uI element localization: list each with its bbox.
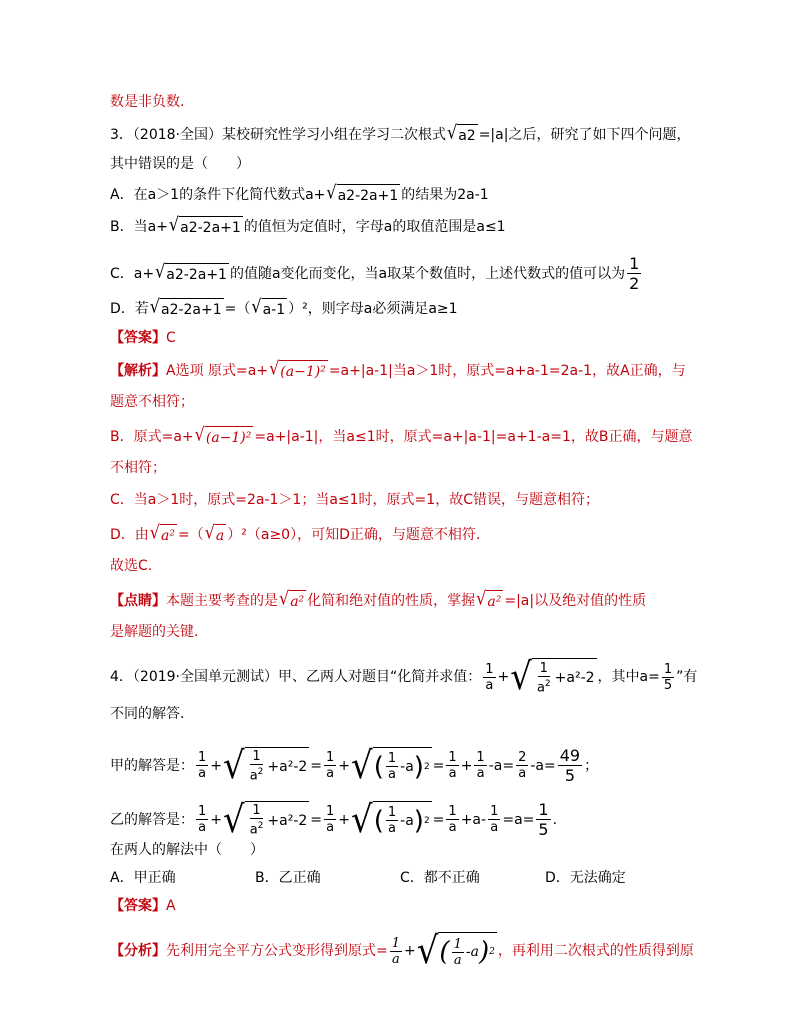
sqrt-expression: √ ( $\frac{1}{a}$ -a ) 2 bbox=[416, 929, 495, 973]
numerator: 1 bbox=[538, 800, 549, 819]
fraction bbox=[536, 800, 550, 839]
numerator: 1 bbox=[490, 804, 499, 819]
radicand: ( $\frac{1}{a}$ -a ) 2 bbox=[373, 747, 432, 785]
denominator: a bbox=[326, 766, 335, 781]
text: D．若 bbox=[110, 301, 149, 317]
denominator: 5 bbox=[663, 677, 673, 693]
fraction bbox=[248, 749, 266, 783]
denominator: a bbox=[198, 820, 207, 835]
text: 其中错误的是（ ） bbox=[110, 156, 250, 172]
continued-text bbox=[110, 92, 184, 112]
radicand: a2 bbox=[457, 124, 478, 146]
denominator: a bbox=[448, 820, 457, 835]
radicand: ( $\frac{1}{a}$ -a ) 2 bbox=[373, 801, 432, 839]
denominator: a bbox=[326, 820, 335, 835]
sqrt-expression: √ a bbox=[204, 521, 225, 544]
radicand: a² bbox=[160, 524, 177, 546]
term: +a²-2 bbox=[267, 758, 308, 775]
sqrt-expression: √ a2-2a+1 bbox=[326, 181, 399, 204]
denominator: a bbox=[490, 820, 499, 835]
fraction bbox=[627, 254, 641, 293]
answer-tag: 【答案】 bbox=[110, 330, 166, 346]
fraction bbox=[558, 746, 582, 785]
term: + bbox=[460, 757, 473, 774]
exponent: 2 bbox=[423, 761, 430, 772]
radicand: (a−1)² bbox=[279, 360, 328, 382]
denominator: a bbox=[198, 766, 207, 781]
numerator: 1 bbox=[663, 661, 673, 677]
answer-value: A bbox=[166, 898, 176, 914]
q3-analysis-line1 bbox=[110, 357, 686, 382]
numerator: 1 bbox=[326, 750, 335, 765]
numerator: 1 bbox=[391, 935, 401, 951]
answer-tag: 【答案】 bbox=[110, 898, 166, 914]
analysis-tag: 【分析】 bbox=[110, 943, 166, 959]
q4-options bbox=[110, 868, 690, 888]
denominator: a bbox=[485, 677, 494, 693]
q3-analysis-line7 bbox=[110, 556, 152, 576]
text: 是解题的关键. bbox=[110, 624, 199, 640]
fraction bbox=[324, 804, 336, 835]
fraction bbox=[662, 662, 674, 693]
exponent: 2 bbox=[489, 947, 495, 957]
numerator: 1 bbox=[448, 804, 457, 819]
radicand: a2-2a+1 bbox=[179, 216, 243, 238]
q3-option-a bbox=[110, 181, 489, 206]
text-line: 数是非负数. bbox=[110, 94, 185, 110]
radicand bbox=[532, 658, 597, 696]
text: ，再利用二次根式的性质得到原 bbox=[497, 943, 694, 959]
text: 的结果为2a-1 bbox=[401, 187, 489, 203]
fraction bbox=[483, 662, 495, 693]
base: a bbox=[249, 768, 258, 784]
q3-comment-line1 bbox=[110, 587, 647, 612]
sqrt-expression: √ a2-2a+1 bbox=[168, 213, 241, 236]
sqrt-expression: √ a² bbox=[279, 587, 305, 610]
radicand bbox=[245, 747, 310, 785]
term: =a= bbox=[502, 811, 535, 828]
numerator: 1 bbox=[476, 750, 485, 765]
text: ”有 bbox=[676, 669, 698, 685]
option-d: D．无法确定 bbox=[545, 870, 626, 886]
q3-answer bbox=[110, 328, 176, 348]
text: =（ bbox=[224, 301, 251, 317]
equals: = bbox=[376, 943, 388, 959]
sqrt-expression: √ a² bbox=[476, 587, 502, 610]
option-a: A．甲正确 bbox=[110, 870, 176, 886]
term: -a= bbox=[488, 757, 515, 774]
sqrt-expression: √ a2 bbox=[447, 121, 476, 144]
label: 乙的解答是： bbox=[110, 811, 194, 828]
q3-analysis-line3 bbox=[110, 423, 693, 448]
numerator: 1 bbox=[198, 750, 207, 765]
q3-comment-line2 bbox=[110, 622, 198, 642]
numerator: 1 bbox=[252, 749, 261, 765]
q4-answer bbox=[110, 896, 176, 916]
q3-analysis-line6 bbox=[110, 521, 481, 546]
sqrt-expression: √ a2-2a+1 bbox=[149, 295, 222, 318]
denominator: 5 bbox=[564, 766, 575, 785]
q3-option-d bbox=[110, 295, 458, 320]
term: +a²-2 bbox=[267, 812, 308, 829]
comment-tag: 【点睛】 bbox=[110, 593, 166, 609]
fraction bbox=[386, 751, 398, 782]
text: 的值随a变化而变化，当a取某个数值时，上述代数式的值可以为 bbox=[229, 265, 626, 282]
numerator: 1 bbox=[387, 805, 397, 820]
radicand: a2-2a+1 bbox=[337, 184, 401, 206]
text: 的值恒为定值时，字母a的取值范围是a≤1 bbox=[243, 219, 506, 235]
denominator: 2 bbox=[629, 274, 640, 293]
q3-option-c bbox=[110, 254, 643, 293]
denominator: a bbox=[388, 821, 396, 836]
sqrt-expression: √ ( $\frac{1}{a}$ -a ) 2 bbox=[351, 797, 430, 842]
fraction bbox=[196, 750, 208, 781]
fraction bbox=[324, 750, 336, 781]
text: =|a|之后，研究了如下四个问题， bbox=[478, 127, 691, 143]
denominator: a bbox=[453, 952, 462, 968]
q3-analysis-line2 bbox=[110, 392, 194, 412]
text: =a+|a-1|当a＞1时，原式=a+a-1=2a-1，故A正确，与 bbox=[328, 363, 686, 379]
sqrt-expression: √ (a−1)² bbox=[194, 423, 252, 446]
label: 甲的解答是： bbox=[110, 757, 194, 774]
exponent: 2 bbox=[257, 821, 264, 832]
exponent: 2 bbox=[544, 678, 551, 689]
text: A．在a＞1的条件下化简代数式a+ bbox=[110, 187, 326, 203]
sqrt-expression: √ a2-2a+1 bbox=[155, 259, 227, 283]
text: B．原式=a+ bbox=[110, 429, 194, 445]
q4-stem-line2 bbox=[110, 704, 184, 724]
text: =a+|a-1|，当a≤1时，原式=a+|a-1|=a+1-a=1，故B正确，与题意 bbox=[254, 429, 693, 445]
text: 在两人的解法中（ ） bbox=[110, 842, 264, 858]
radicand: a2-2a+1 bbox=[165, 263, 229, 285]
q3-analysis-line5 bbox=[110, 490, 599, 510]
text: 题意不相符； bbox=[110, 394, 194, 410]
numerator: 1 bbox=[252, 803, 261, 819]
text: B．当a+ bbox=[110, 219, 168, 235]
text: C．a+ bbox=[110, 265, 155, 282]
term: +a- bbox=[460, 811, 487, 828]
equals: = bbox=[310, 811, 323, 828]
text: ，其中a= bbox=[597, 669, 660, 685]
text: A选项 原式=a+ bbox=[166, 363, 269, 379]
denominator: 5 bbox=[538, 820, 549, 839]
numerator: 49 bbox=[559, 746, 581, 765]
numerator: 1 bbox=[326, 804, 335, 819]
text: 3．（2018·全国）某校研究性学习小组在学习二次根式 bbox=[110, 127, 446, 143]
text: =（ bbox=[177, 527, 204, 543]
radicand: (a−1)² bbox=[205, 426, 254, 448]
radicand: ( $\frac{1}{a}$ -a ) 2 bbox=[438, 932, 496, 970]
sqrt-expression: √ $\frac{1}{a^2}$ +a²-2 bbox=[223, 797, 308, 842]
numerator: 1 bbox=[453, 936, 462, 952]
text: 化简和绝对值的性质，掌握 bbox=[307, 593, 476, 609]
text: ）²，则字母a必须满足a≥1 bbox=[288, 301, 458, 317]
numerator: 1 bbox=[539, 660, 548, 676]
numerator: 2 bbox=[518, 750, 527, 765]
fraction bbox=[446, 750, 458, 781]
term: -a= bbox=[530, 757, 556, 774]
q3-stem-line2 bbox=[110, 154, 250, 174]
term: -a bbox=[400, 812, 414, 829]
text: 不相符； bbox=[110, 460, 166, 476]
denominator: a bbox=[391, 951, 400, 967]
fraction bbox=[535, 661, 553, 695]
radicand: a² bbox=[289, 590, 306, 612]
equals: = bbox=[432, 757, 445, 774]
denominator: a bbox=[448, 766, 457, 781]
term: -a bbox=[465, 944, 479, 960]
text: 故选C. bbox=[110, 558, 153, 574]
radicand: a bbox=[215, 524, 226, 546]
sqrt-expression: √ a² bbox=[149, 521, 175, 544]
text: =|a|以及绝对值的性质 bbox=[504, 593, 647, 609]
q3-stem-line1 bbox=[110, 121, 691, 146]
denominator: a bbox=[388, 767, 396, 782]
equals: = bbox=[432, 811, 445, 828]
numerator: 1 bbox=[448, 750, 457, 765]
q4-yi-solution: 乙的解答是： $\frac{1}{a}$ + √ $\frac{1}{a^2}$ +a²-2 = $\frac{1}{a}$ + √ ( $\frac{1}{a}$ -a ) 2 = $\frac{1}{a}$ +a- $\frac{1}{a}$ =a= $\frac{1}{5}$ . bbox=[110, 797, 558, 842]
base: a bbox=[536, 680, 545, 696]
text: ）²（a≥0），可知D正确，与题意不相符. bbox=[227, 527, 481, 543]
q3-option-b bbox=[110, 213, 506, 238]
radicand: a² bbox=[486, 590, 503, 612]
term: -a bbox=[400, 758, 414, 775]
radicand: a-1 bbox=[262, 298, 288, 320]
denominator bbox=[248, 765, 266, 783]
sqrt-expression: √ a-1 bbox=[251, 295, 286, 318]
radicand: a2-2a+1 bbox=[160, 298, 224, 320]
text: C．当a＞1时，原式=2a-1＞1；当a≤1时，原式=1，故C错误，与题意相符； bbox=[110, 492, 599, 508]
equals: = bbox=[310, 757, 323, 774]
text: 本题主要考查的是 bbox=[166, 593, 278, 609]
denominator: a bbox=[518, 766, 527, 781]
exponent: 2 bbox=[423, 815, 430, 826]
radicand bbox=[245, 801, 310, 839]
text: 不同的解答. bbox=[110, 706, 185, 722]
sqrt-expression: √ $\frac{1}{a^2}$ +a²-2 bbox=[510, 655, 595, 699]
option-c: C．都不正确 bbox=[400, 870, 480, 886]
fraction bbox=[452, 937, 464, 968]
text: D．由 bbox=[110, 527, 149, 543]
q4-question bbox=[110, 840, 264, 860]
fraction bbox=[516, 750, 528, 781]
analysis-tag: 【解析】 bbox=[110, 363, 166, 379]
sqrt-expression: √ $\frac{1}{a^2}$ +a²-2 bbox=[223, 743, 308, 788]
fraction bbox=[446, 804, 458, 835]
base: a bbox=[249, 822, 258, 838]
denominator bbox=[248, 819, 266, 837]
q4-jia-solution: 甲的解答是： $\frac{1}{a}$ + √ $\frac{1}{a^2}$ +a²-2 = $\frac{1}{a}$ + √ ( $\frac{1}{a}$ -a ) 2 = $\frac{1}{a}$ + $\frac{1}{a}$ -a= $\frac{2}{a}$ -a= $\frac{49}{5}$ ； bbox=[110, 743, 599, 788]
term: +a²-2 bbox=[554, 670, 595, 686]
fraction bbox=[488, 804, 500, 835]
option-b: B．乙正确 bbox=[255, 870, 321, 886]
numerator: 1 bbox=[485, 661, 494, 677]
fraction bbox=[196, 804, 208, 835]
fraction bbox=[474, 750, 486, 781]
sqrt-expression: √ ( $\frac{1}{a}$ -a ) 2 bbox=[351, 743, 430, 788]
q4-analysis-line1: 【分析】 先利用完全平方公式变形得到原式 = $\frac{1}{a}$ + √ ( $\frac{1}{a}$ -a ) 2 ，再利用二次根式的性质得到原 bbox=[110, 929, 694, 973]
numerator: 1 bbox=[387, 751, 397, 766]
fraction bbox=[386, 805, 398, 836]
q4-stem-line1: 4．（2019·全国单元测试）甲、乙两人对题目“化简并求值： $\frac{1}{a}$ + √ $\frac{1}{a^2}$ +a²-2 ，其中a= $\frac{1}{5}$ ”有 bbox=[110, 655, 698, 699]
sqrt-expression: √ (a−1)² bbox=[269, 357, 326, 380]
fraction bbox=[390, 936, 402, 967]
numerator: 1 bbox=[198, 804, 207, 819]
fraction bbox=[248, 803, 266, 837]
answer-value: C bbox=[166, 330, 176, 346]
denominator bbox=[535, 677, 553, 695]
exponent: 2 bbox=[257, 767, 264, 778]
text: 4．（2019·全国单元测试）甲、乙两人对题目“化简并求值： bbox=[110, 669, 482, 685]
denominator: a bbox=[476, 766, 485, 781]
q3-analysis-line4 bbox=[110, 458, 166, 478]
numerator: 1 bbox=[629, 254, 640, 273]
text: 先利用完全平方公式变形得到原式 bbox=[166, 943, 376, 959]
